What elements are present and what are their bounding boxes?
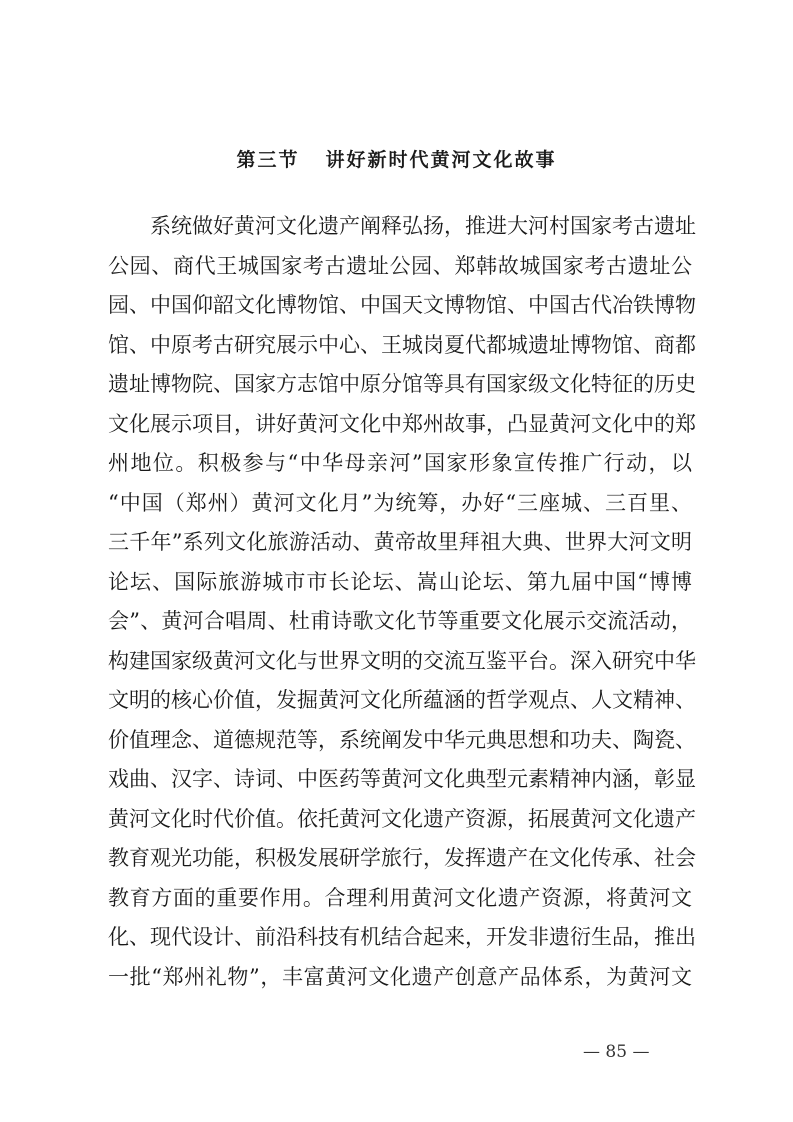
paragraph-line: 教育观光功能，积极发展研学旅行，发挥遗产在文化传承、社会 [108,846,696,870]
paragraph-line: 教育方面的重要作用。合理利用黄河文化遗产资源，将黄河文 [108,885,692,910]
section-number: 第三节 [236,148,300,171]
body-paragraph [108,207,696,997]
paragraph-line: 价值理念、道德规范等，系统阐发中华元典思想和功夫、陶瓷、 [108,727,696,752]
paragraph-line: 系统做好黄河文化遗产阐释弘扬，推进大河村国家考古遗址 [150,214,696,238]
paragraph-line: 园、中国仰韶文化博物馆、中国天文博物馆、中国古代冶铁博物 [108,293,696,317]
section-heading [0,146,793,174]
paragraph-line: “中国（郑州）黄河文化月”为统筹，办好“三座城、三百里、 [108,490,692,515]
paragraph-line: 戏曲、汉字、诗词、中医药等黄河文化典型元素精神内涵，彰显 [108,767,696,791]
paragraph-line: 文化展示项目，讲好黄河文化中郑州故事，凸显黄河文化中的郑 [108,411,696,436]
paragraph-line: 会”、黄河合唱周、杜甫诗歌文化节等重要文化展示交流活动， [108,609,692,633]
paragraph-line: 构建国家级黄河文化与世界文明的交流互鉴平台。深入研究中华 [108,648,696,673]
paragraph-line: 州地位。积极参与“中华母亲河”国家形象宣传推广行动，以 [108,451,692,475]
paragraph-line: 论坛、国际旅游城市市长论坛、嵩山论坛、第九届中国“博博 [108,569,692,594]
paragraph-line: 文明的核心价值，发掘黄河文化所蕴涵的哲学观点、人文精神、 [108,688,696,712]
section-title: 讲好新时代黄河文化故事 [325,148,557,171]
paragraph-line: 化、现代设计、前沿科技有机结合起来，开发非遗衍生品，推出 [108,925,696,949]
page-number: — 85 — [583,1042,650,1062]
paragraph-line: 公园、商代王城国家考古遗址公园、郑韩故城国家考古遗址公 [108,253,692,278]
paragraph-line: 黄河文化时代价值。依托黄河文化遗产资源，拓展黄河文化遗产 [108,806,696,831]
paragraph-line: 遗址博物院、国家方志馆中原分馆等具有国家级文化特征的历史 [108,372,696,396]
paragraph-line: 一批“郑州礼物”，丰富黄河文化遗产创意产品体系，为黄河文 [108,964,692,989]
paragraph-line: 馆、中原考古研究展示中心、王城岗夏代都城遗址博物馆、商都 [108,332,696,357]
paragraph-line: 三千年”系列文化旅游活动、黄帝故里拜祖大典、世界大河文明 [108,530,692,554]
